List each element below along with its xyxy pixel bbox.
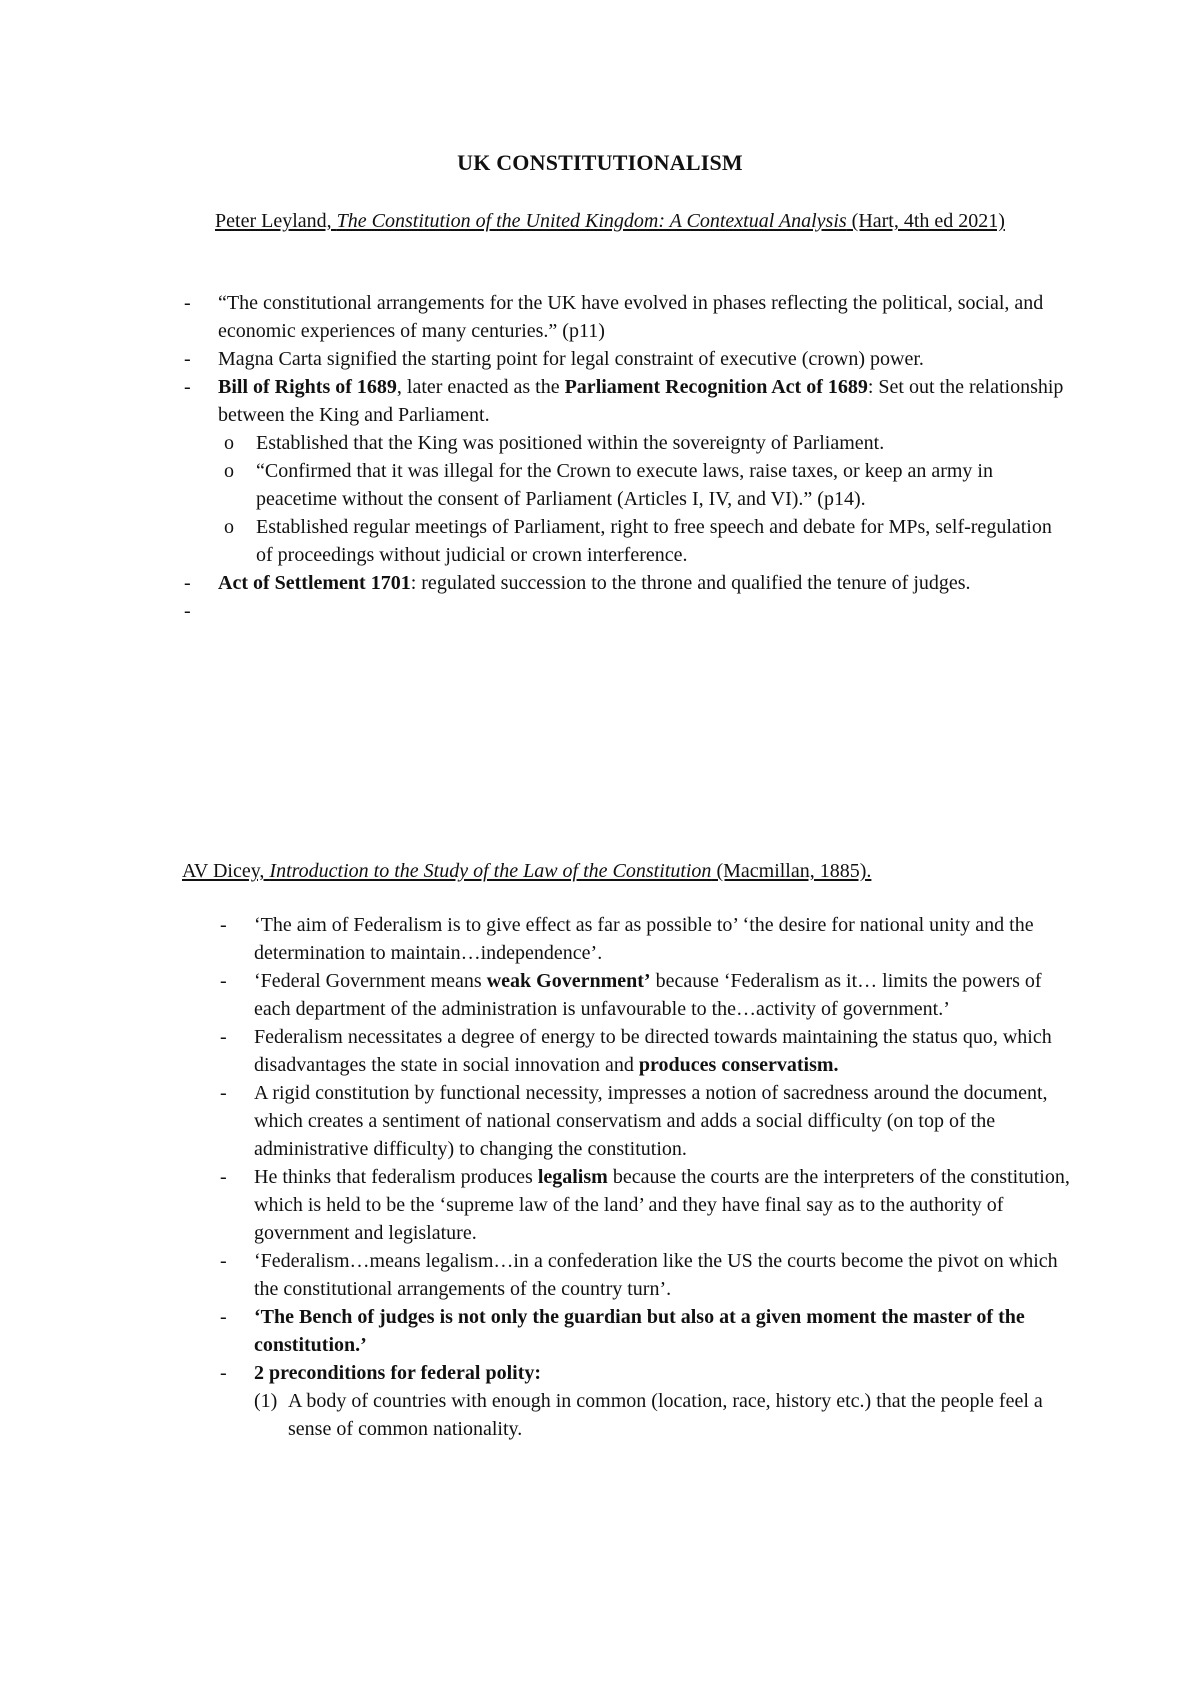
dash-bullet: - xyxy=(184,348,191,370)
list-item xyxy=(220,1359,1070,1443)
citation-work-title: Introduction to the Study of the Law of the Constitution xyxy=(269,860,712,882)
item-bold-text: ‘The Bench of judges is not only the guardian but also at a given moment the master of the constitution.’ xyxy=(254,1306,1025,1356)
circle-bullet-icon: o xyxy=(224,460,234,482)
dash-bullet: - xyxy=(184,292,191,314)
dash-bullet: - xyxy=(220,970,227,992)
list-item xyxy=(220,1079,1070,1163)
list-item xyxy=(184,289,1064,345)
item-text: He thinks that federalism produces xyxy=(254,1166,538,1188)
number-label: (1) xyxy=(254,1390,278,1412)
sub-item-text: Established that the King was positioned within the sovereignty of Parliament. xyxy=(256,432,885,454)
dicey-citation xyxy=(182,857,1082,885)
dash-bullet: - xyxy=(220,1026,227,1048)
item-bold-text: weak Government’ xyxy=(486,970,651,992)
item-text: Federalism necessitates a degree of energy to be directed towards maintaining the status quo, which disadvantages the state in social innovation and xyxy=(254,1026,1052,1076)
item-text: : regulated succession to the throne and qualified the tenure of judges. xyxy=(410,572,971,594)
list-item xyxy=(184,373,1064,429)
item-bold-text: Parliament Recognition Act of 1689 xyxy=(564,376,868,398)
dash-bullet: - xyxy=(184,572,191,594)
list-item-empty xyxy=(184,597,1064,625)
sub-list-wrapper xyxy=(184,429,1064,569)
item-text: ‘Federal Government means xyxy=(254,970,487,992)
item-text: “The constitutional arrangements for the UK have evolved in phases reflecting the political, social, and economic experiences of many centuries.” (p11) xyxy=(218,292,1044,342)
item-text: ‘Federalism…means legalism…in a confederation like the US the courts become the pivot on which the constitutional arrangements of the country turn’. xyxy=(254,1250,1058,1300)
citation-publisher: (Macmillan, 1885). xyxy=(711,860,872,882)
circle-bullet-icon: o xyxy=(224,516,234,538)
item-bold-text: Act of Settlement 1701 xyxy=(218,572,411,594)
numbered-item xyxy=(254,1387,1070,1443)
dash-bullet: - xyxy=(220,1082,227,1104)
item-text: Magna Carta signified the starting point for legal constraint of executive (crown) power. xyxy=(218,348,924,370)
item-text: because the courts are the interpreters of the constitution, which is held to be the ‘supreme law of the land’ and they have final say as to the authority of government and legislature. xyxy=(254,1166,1070,1244)
list-item xyxy=(184,569,1064,597)
item-text: A rigid constitution by functional necessity, impresses a notion of sacredness around the document, which creates a sentiment of national conservatism and adds a social difficulty (on top of the administrative difficulty) to changing the constitution. xyxy=(254,1082,1048,1160)
dicey-notes-list xyxy=(220,911,1070,1443)
dash-bullet: - xyxy=(220,1306,227,1328)
item-bold-text: 2 preconditions for federal polity: xyxy=(254,1362,542,1384)
dash-bullet: - xyxy=(184,600,191,622)
item-bold-text: Bill of Rights of 1689 xyxy=(218,376,397,398)
numbered-item-text: A body of countries with enough in common (location, race, history etc.) that the people feel a sense of common nationality. xyxy=(288,1390,1043,1440)
leyland-notes-list xyxy=(184,289,1064,625)
dash-bullet: - xyxy=(220,914,227,936)
sub-item-text: “Confirmed that it was illegal for the Crown to execute laws, raise taxes, or keep an army in peacetime without the consent of Parliament (Articles I, IV, and VI).” (p14). xyxy=(256,460,993,510)
sub-list-item xyxy=(184,513,1064,569)
item-text: : Set out the relationship between the King and Parliament. xyxy=(218,376,1064,426)
dash-bullet: - xyxy=(220,1362,227,1384)
item-bold-text: legalism xyxy=(537,1166,608,1188)
list-item xyxy=(184,345,1064,373)
page-title: UK CONSTITUTIONALISM xyxy=(457,150,743,175)
dash-bullet: - xyxy=(220,1166,227,1188)
citation-publisher: (Hart, 4th ed 2021) xyxy=(846,210,1005,232)
leyland-citation xyxy=(160,207,1060,235)
citation-work-title: The Constitution of the United Kingdom: A Contextual Analysis xyxy=(336,210,847,232)
list-item xyxy=(220,1303,1070,1359)
list-item xyxy=(220,1163,1070,1247)
sub-item-text: Established regular meetings of Parliament, right to free speech and debate for MPs, self-regulation of proceedings without judicial or crown interference. xyxy=(256,516,1052,566)
citation-author: Peter Leyland, xyxy=(215,210,337,232)
list-item xyxy=(220,967,1070,1023)
citation-author: AV Dicey, xyxy=(182,860,270,882)
item-bold-text: produces conservatism. xyxy=(638,1054,839,1076)
item-text: ‘The aim of Federalism is to give effect as far as possible to’ ‘the desire for national unity and the determination to maintain…independence’. xyxy=(254,914,1034,964)
dash-bullet: - xyxy=(220,1250,227,1272)
sub-list-item xyxy=(184,457,1064,513)
circle-bullet-icon: o xyxy=(224,432,234,454)
list-item xyxy=(220,911,1070,967)
dash-bullet: - xyxy=(184,376,191,398)
sub-list xyxy=(184,429,1064,569)
list-item xyxy=(220,1247,1070,1303)
item-text: because ‘Federalism as it… limits the powers of each department of the administration is unfavourable to the…activity of government.’ xyxy=(254,970,1042,1020)
list-item xyxy=(220,1023,1070,1079)
sub-list-item xyxy=(184,429,1064,457)
item-text: , later enacted as the xyxy=(396,376,565,398)
